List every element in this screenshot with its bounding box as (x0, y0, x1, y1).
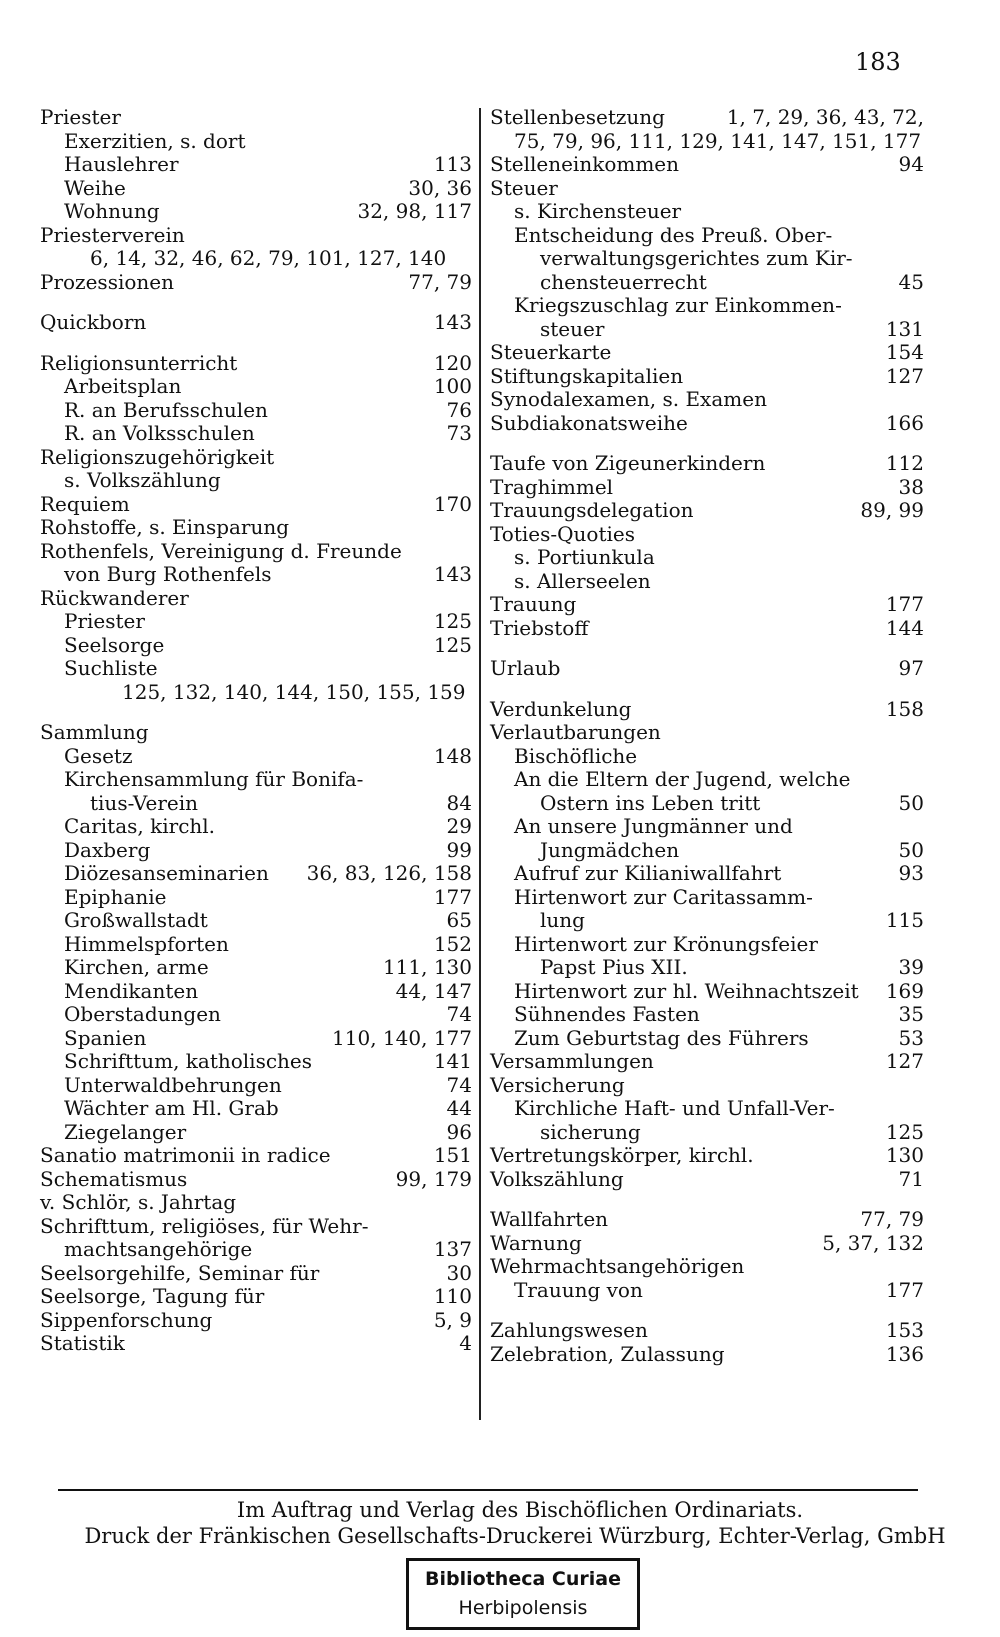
index-entry (490, 862, 924, 886)
index-entry-term: Entscheidung des Preuß. Ober- (514, 222, 833, 247)
index-entry-pages: 44 (446, 1096, 472, 1120)
index-entry-term: Caritas, kirchl. (64, 814, 216, 838)
index-entry-term: Zelebration, Zulassung (490, 1341, 725, 1366)
index-entry-pages: 127 (885, 1049, 924, 1073)
index-entry (40, 681, 472, 705)
index-entry-pages: 32, 98, 117 (357, 199, 472, 223)
index-entry-term: Hirtenwort zur hl. Weihnachtszeit (514, 978, 859, 1003)
footer-printer-line: Druck der Fränkischen Gesellschafts-Druckerei Würzburg, Echter-Verlag, GmbH (84, 1524, 946, 1548)
column-divider (479, 108, 481, 1420)
index-entry-term: An die Eltern der Jugend, welche (514, 767, 851, 791)
index-entry-pages: 125 (433, 609, 472, 633)
index-entry-term: Taufe von Zigeunerkindern (490, 451, 766, 475)
index-entry-term: Aufruf zur Kilianiwallfahrt (514, 861, 782, 885)
index-entry-term: Ostern ins Leben tritt (540, 790, 761, 815)
index-entry-pages: 77, 79 (860, 1207, 924, 1231)
index-entry (40, 1238, 472, 1262)
index-entry (490, 1097, 924, 1121)
index-entry-pages: 39 (898, 955, 924, 979)
index-entry-pages: 1, 7, 29, 36, 43, 72, (726, 105, 924, 129)
index-entry-term: Rückwanderer (40, 585, 189, 610)
index-entry (490, 815, 924, 839)
index-entry-term: Stelleneinkommen (490, 152, 680, 176)
index-entry-term: Warnung (490, 1230, 582, 1255)
index-entry-pages: 76 (446, 397, 472, 422)
index-entry (40, 200, 472, 224)
index-entry-term: Papst Pius XII. (540, 955, 688, 979)
index-entry-pages: 152 (433, 931, 472, 956)
index-entry (40, 1309, 472, 1333)
index-entry-term: Toties-Quoties (490, 521, 635, 546)
index-entry-pages: 115 (885, 908, 924, 932)
index-entry (490, 200, 924, 224)
index-entry-pages: 94 (898, 152, 924, 176)
index-entry-pages: 169 (885, 978, 924, 1003)
index-entry (490, 546, 924, 570)
index-entry (40, 399, 472, 423)
index-entry (490, 412, 924, 436)
index-entry-pages: 144 (885, 615, 924, 640)
index-entry-term: Exerzitien, s. dort (64, 128, 246, 153)
index-entry-term: Steuer (490, 175, 558, 200)
index-entry-term: Rohstoffe, s. Einsparung (40, 515, 290, 539)
index-entry (40, 1027, 472, 1051)
index-entry-term: Zum Geburtstag des Führers (514, 1025, 809, 1050)
index-entry (40, 839, 472, 863)
index-entry (40, 745, 472, 769)
index-entry (490, 657, 924, 681)
index-entry (40, 311, 472, 335)
index-entry-term: Volkszählung (490, 1166, 624, 1191)
index-entry-term: Arbeitsplan (64, 374, 182, 398)
index-entry-term: Hirtenwort zur Krönungsfeier (514, 931, 818, 956)
index-entry-pages: 65 (446, 908, 472, 932)
index-entry (40, 540, 472, 564)
index-entry (40, 352, 472, 376)
index-entry-pages: 127 (885, 363, 924, 388)
index-entry-term: steuer (540, 316, 605, 341)
index-entry-term: Verlautbarungen (490, 720, 661, 744)
index-entry-term: Subdiakonatsweihe (490, 410, 688, 435)
index-entry (490, 593, 924, 617)
index-entry-term: Priester (64, 609, 145, 633)
index-entry-term: Kirchen, arme (64, 955, 209, 979)
index-entry-pages: 110 (433, 1284, 472, 1308)
index-entry (40, 721, 472, 745)
index-entry (40, 1050, 472, 1074)
index-entry-pages: 100 (433, 374, 472, 398)
index-entry (490, 452, 924, 476)
index-entry-term: s. Kirchensteuer (514, 199, 682, 223)
index-entry-pages: 112 (885, 451, 924, 475)
index-entry-term: Prozessionen (40, 269, 174, 294)
index-entry-term: Gesetz (64, 743, 133, 768)
footer-rule (58, 1489, 918, 1491)
index-entry-pages: 120 (433, 350, 472, 375)
index-column-right (490, 106, 924, 1366)
index-entry (40, 587, 472, 611)
index-entry-pages: 30, 36 (408, 175, 472, 200)
index-entry-term: Stellenbesetzung (490, 105, 665, 129)
stamp-line-1: Bibliotheca Curiae (425, 1568, 621, 1590)
index-entry-term: Seelsorge (64, 632, 165, 657)
index-entry (490, 1027, 924, 1051)
index-entry (40, 1285, 472, 1309)
index-entry-pages: 154 (885, 340, 924, 364)
index-entry (40, 563, 472, 587)
index-entry-term: Kirchensammlung für Bonifa- (64, 767, 364, 791)
index-entry-pages: 125 (885, 1119, 924, 1144)
index-entry (490, 933, 924, 957)
index-entry (490, 886, 924, 910)
index-entry (40, 886, 472, 910)
index-entry-term: Rothenfels, Vereinigung d. Freunde (40, 538, 402, 563)
index-entry (490, 318, 924, 342)
index-entry-term: Synodalexamen, s. Examen (490, 387, 767, 411)
index-entry (40, 815, 472, 839)
index-entry-term: 6, 14, 32, 46, 62, 79, 101, 127, 140 (90, 246, 447, 270)
index-entry-term: Sammlung (40, 720, 149, 744)
index-entry-term: Versammlungen (490, 1049, 654, 1073)
index-entry (490, 792, 924, 816)
index-entry (40, 909, 472, 933)
index-entry (490, 271, 924, 295)
index-entry (490, 1343, 924, 1367)
index-entry-term: Unterwaldbehrungen (64, 1072, 282, 1097)
index-entry-pages: 110, 140, 177 (332, 1025, 472, 1050)
index-entry (490, 341, 924, 365)
index-entry-pages: 148 (433, 743, 472, 768)
index-entry (490, 1074, 924, 1098)
index-entry (40, 792, 472, 816)
index-entry (40, 1191, 472, 1215)
page-number: 183 (855, 48, 901, 76)
index-entry-pages: 5, 9 (433, 1307, 472, 1332)
index-entry (40, 1144, 472, 1168)
index-entry-pages: 125 (433, 632, 472, 657)
index-entry-term: Priesterverein (40, 222, 185, 247)
index-entry (490, 1050, 924, 1074)
index-entry (490, 1208, 924, 1232)
index-entry (40, 956, 472, 980)
index-entry-term: lung (540, 908, 585, 932)
index-entry-term: Wehrmachtsangehörigen (490, 1254, 745, 1278)
index-entry-term: Diözesanseminarien (64, 861, 269, 885)
index-entry (490, 247, 924, 271)
index-entry (40, 862, 472, 886)
index-entry-term: Wächter am Hl. Grab (64, 1096, 279, 1120)
index-entry-term: s. Portiunkula (514, 545, 655, 569)
index-entry-pages: 44, 147 (395, 978, 472, 1003)
index-entry-term: Triebstoff (490, 615, 589, 640)
index-entry-term: chensteuerrecht (540, 269, 707, 294)
index-entry-pages: 177 (433, 884, 472, 909)
index-entry-pages: 130 (885, 1143, 924, 1167)
index-entry (490, 617, 924, 641)
footer-publisher-line: Im Auftrag und Verlag des Bischöflichen Ordinariats. (236, 1498, 804, 1522)
index-entry (40, 446, 472, 470)
index-entry-term: v. Schlör, s. Jahrtag (40, 1190, 237, 1214)
index-entry-pages: 151 (433, 1143, 472, 1167)
index-entry-pages: 166 (885, 410, 924, 435)
index-entry-term: machtsangehörige (64, 1237, 253, 1261)
index-entry-term: 125, 132, 140, 144, 150, 155, 159 (122, 679, 466, 704)
index-entry (490, 698, 924, 722)
index-entry (40, 1262, 472, 1286)
index-entry-term: sicherung (540, 1119, 641, 1144)
index-entry-pages: 77, 79 (408, 269, 472, 294)
index-entry (490, 1168, 924, 1192)
index-entry-term: R. an Berufsschulen (64, 397, 268, 422)
index-entry-pages: 131 (885, 316, 924, 341)
index-entry-pages: 53 (898, 1025, 924, 1050)
index-entry (40, 224, 472, 248)
index-entry-term: Epiphanie (64, 884, 167, 909)
index-entry-pages: 93 (898, 861, 924, 885)
index-entry (40, 375, 472, 399)
index-entry-term: Bischöfliche (514, 743, 638, 768)
index-entry (490, 1279, 924, 1303)
index-entry-pages: 50 (898, 837, 924, 862)
index-entry (490, 106, 924, 130)
index-entry (40, 1003, 472, 1027)
index-entry-term: Schrifttum, katholisches (64, 1049, 313, 1073)
index-entry (40, 933, 472, 957)
index-entry (490, 476, 924, 500)
index-entry-term: Verdunkelung (490, 696, 632, 721)
index-entry-pages: 4 (459, 1331, 472, 1355)
index-entry-term: Hirtenwort zur Caritassamm- (514, 884, 813, 909)
index-entry-term: Steuerkarte (490, 340, 612, 364)
index-entry (40, 493, 472, 517)
index-entry (40, 1074, 472, 1098)
index-entry-term: Sippenforschung (40, 1307, 213, 1332)
index-entry-term: von Burg Rothenfels (64, 562, 272, 586)
index-entry (40, 768, 472, 792)
index-entry-term: Vertretungskörper, kirchl. (490, 1143, 754, 1167)
index-entry-term: Mendikanten (64, 978, 199, 1003)
index-entry-term: Priester (40, 105, 121, 129)
index-entry (40, 1097, 472, 1121)
index-entry (40, 130, 472, 154)
index-entry (490, 1232, 924, 1256)
index-entry (40, 657, 472, 681)
index-entry-pages: 143 (433, 562, 472, 586)
index-entry (490, 980, 924, 1004)
index-entry-term: Religionszugehörigkeit (40, 444, 275, 469)
index-entry-pages: 29 (446, 814, 472, 838)
index-entry-term: Trauung von (514, 1277, 643, 1302)
index-entry (490, 1319, 924, 1343)
index-entry-term: R. an Volksschulen (64, 421, 255, 445)
index-entry-term: Kirchliche Haft- und Unfall-Ver- (514, 1096, 835, 1120)
index-entry (490, 570, 924, 594)
index-entry-pages: 97 (898, 656, 924, 680)
stamp-line-2: Herbipolensis (458, 1597, 588, 1619)
index-entry-term: Seelsorgehilfe, Seminar für (40, 1260, 320, 1285)
index-entry-pages: 153 (885, 1318, 924, 1342)
index-entry-pages: 74 (446, 1002, 472, 1026)
index-entry-pages: 45 (898, 269, 924, 294)
index-entry (40, 422, 472, 446)
index-entry (40, 469, 472, 493)
index-entry-pages: 141 (433, 1049, 472, 1073)
library-stamp (406, 1558, 640, 1630)
index-entry (40, 1121, 472, 1145)
index-entry-term: Großwallstadt (64, 908, 208, 932)
index-entry-term: verwaltungsgerichtes zum Kir- (540, 246, 853, 270)
index-entry-pages: 99, 179 (395, 1166, 472, 1191)
index-entry (490, 745, 924, 769)
index-entry-pages: 35 (898, 1002, 924, 1026)
index-entry-term: Himmelspforten (64, 931, 229, 956)
index-entry-term: Wallfahrten (490, 1207, 609, 1231)
index-entry-term: 75, 79, 96, 111, 129, 141, 147, 151, 177 (514, 128, 922, 153)
index-entry (490, 768, 924, 792)
index-entry-term: Quickborn (40, 310, 147, 334)
index-entry (490, 365, 924, 389)
index-entry (490, 294, 924, 318)
index-entry-pages: 50 (898, 790, 924, 815)
index-entry (490, 388, 924, 412)
index-entry (490, 499, 924, 523)
index-entry-term: Hauslehrer (64, 152, 179, 176)
index-entry-pages: 137 (433, 1237, 472, 1261)
index-entry-term: Statistik (40, 1331, 125, 1355)
index-entry-term: Weihe (64, 175, 126, 200)
index-entry-term: Urlaub (490, 656, 561, 680)
index-entry-term: Oberstadungen (64, 1002, 221, 1026)
index-entry-term: s. Volkszählung (64, 468, 221, 492)
index-entry-term: Zahlungswesen (490, 1318, 648, 1342)
index-entry (40, 1215, 472, 1239)
index-entry (40, 1332, 472, 1356)
index-entry-pages: 38 (898, 474, 924, 499)
index-entry-term: Requiem (40, 491, 130, 516)
index-entry-pages: 30 (446, 1260, 472, 1285)
index-entry-term: Daxberg (64, 837, 151, 862)
index-entry-term: Spanien (64, 1025, 147, 1050)
index-entry-term: Trauung (490, 592, 577, 616)
index-entry (490, 909, 924, 933)
index-entry-term: Sühnendes Fasten (514, 1002, 700, 1026)
index-entry (490, 153, 924, 177)
index-entry (490, 177, 924, 201)
index-entry (40, 271, 472, 295)
index-entry-term: Versicherung (490, 1072, 625, 1097)
index-entry-pages: 73 (446, 421, 472, 445)
index-entry-pages: 158 (885, 696, 924, 721)
index-entry-pages: 71 (898, 1166, 924, 1191)
index-entry-term: tius-Verein (90, 790, 198, 815)
index-entry (40, 980, 472, 1004)
index-entry-pages: 36, 83, 126, 158 (306, 861, 472, 885)
index-entry-term: Suchliste (64, 656, 158, 680)
index-entry (40, 610, 472, 634)
index-entry-term: Schrifttum, religiöses, für Wehr- (40, 1213, 369, 1238)
index-entry (490, 721, 924, 745)
index-entry-term: Religionsunterricht (40, 350, 238, 375)
index-entry (40, 516, 472, 540)
index-entry (40, 153, 472, 177)
index-entry-pages: 136 (885, 1341, 924, 1366)
index-entry (490, 956, 924, 980)
index-entry (40, 177, 472, 201)
index-column-left (40, 106, 472, 1356)
index-entry-pages: 5, 37, 132 (822, 1230, 924, 1255)
index-entry-pages: 74 (446, 1072, 472, 1097)
index-entry-term: Kriegszuschlag zur Einkommen- (514, 293, 842, 317)
index-entry-term: Wohnung (64, 199, 160, 223)
index-entry-term: s. Allerseelen (514, 568, 651, 593)
index-entry (490, 1144, 924, 1168)
index-entry-pages: 177 (885, 592, 924, 616)
index-entry-pages: 89, 99 (860, 498, 924, 522)
index-entry-pages: 84 (446, 790, 472, 815)
index-entry (490, 1003, 924, 1027)
index-entry (40, 634, 472, 658)
index-entry (490, 523, 924, 547)
index-entry-term: An unsere Jungmänner und (514, 814, 793, 838)
index-entry (40, 106, 472, 130)
index-entry-term: Stiftungskapitalien (490, 363, 684, 388)
index-entry (490, 130, 924, 154)
index-entry-term: Traghimmel (490, 474, 614, 499)
index-entry-pages: 99 (446, 837, 472, 862)
index-entry-pages: 111, 130 (382, 955, 472, 979)
index-entry-pages: 143 (433, 310, 472, 334)
index-entry (490, 1255, 924, 1279)
index-entry-term: Jungmädchen (540, 837, 680, 862)
index-entry-pages: 170 (433, 491, 472, 516)
index-entry (40, 1168, 472, 1192)
index-entry-term: Schematismus (40, 1166, 188, 1191)
index-entry (40, 247, 472, 271)
index-entry (490, 1121, 924, 1145)
index-entry (490, 224, 924, 248)
index-entry-term: Ziegelanger (64, 1119, 187, 1144)
index-entry-pages: 113 (433, 152, 472, 176)
index-entry-term: Trauungsdelegation (490, 498, 694, 522)
index-entry-pages: 96 (446, 1119, 472, 1144)
index-entry (490, 839, 924, 863)
index-entry-pages: 177 (885, 1277, 924, 1302)
index-entry-term: Seelsorge, Tagung für (40, 1284, 265, 1308)
index-entry-term: Sanatio matrimonii in radice (40, 1143, 331, 1167)
